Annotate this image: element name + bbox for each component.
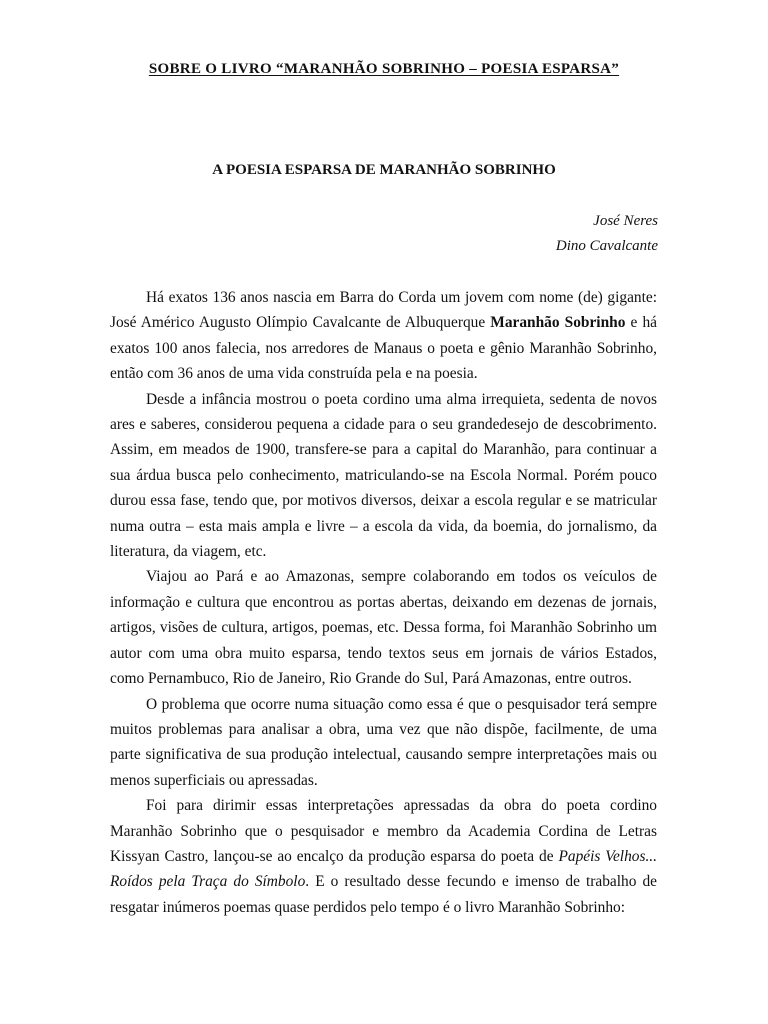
article-body xyxy=(110,285,657,920)
header-title-text: SOBRE O LIVRO “MARANHÃO SOBRINHO – POESIA ESPARSA” xyxy=(148,61,620,77)
paragraph-text: . E o resultado desse fecundo e imenso de trabalho de resgatar inúmeros poemas quase perdidos pelo tempo é o livro Maranhão Sobrinho: xyxy=(110,873,657,916)
italic-book-title: Papéis Velhos... Roídos pela Traça do Símbolo xyxy=(110,847,657,891)
paragraph xyxy=(110,285,657,387)
paragraph-text: e há exatos 100 anos falecia, nos arredores de Manaus o poeta e gênio Maranhão Sobrinho, então com 36 anos de uma vida construída pela e na poesia. xyxy=(110,314,657,383)
article-title: A POESIA ESPARSA DE MARANHÃO SOBRINHO xyxy=(212,162,556,178)
author-name: Dino Cavalcante xyxy=(555,238,658,254)
paragraph: O problema que ocorre numa situação como essa é que o pesquisador terá sempre muitos problemas para analisar a obra, uma vez que não dispõe, facilmente, de uma parte significativa de sua produção intelectual, causando sempre interpretações mais ou menos superficiais ou apressadas. xyxy=(110,695,657,789)
document-header-title xyxy=(0,59,768,79)
bold-name: Maranhão Sobrinho xyxy=(490,314,626,332)
paragraph: Viajou ao Pará e ao Amazonas, sempre colaborando em todos os veículos de informação e cultura que encontrou as portas abertas, deixando em dezenas de jornais, artigos, visões de cultura, artigos, poemas, etc. Dessa forma, foi Maranhão Sobrinho um autor com uma obra muito esparsa, tendo textos seus em jornais de vários Estados, como Pernambuco, Rio de Janeiro, Rio Grande do Sul, Pará Amazonas, entre outros. xyxy=(110,568,657,688)
paragraph-text: Foi para dirimir essas interpretações apressadas da obra do poeta cordino Maranhão Sobrinho que o pesquisador e membro da Academia Cordina de Letras Kissyan Castro, lançou-se ao encalço da produção esparsa do poeta de xyxy=(110,797,657,865)
paragraph-text: Há exatos 136 anos nascia em Barra do Corda um jovem com nome (de) gigante: José Américo Augusto Olímpio Cavalcante de Albuquerque xyxy=(110,289,657,332)
paragraph xyxy=(110,793,657,920)
author-name: José Neres xyxy=(593,213,658,229)
paragraph: Desde a infância mostrou o poeta cordino uma alma irrequieta, sedenta de novos ares e saberes, considerou pequena a cidade para o seu grandedesejo de descobrimento. Assim, em meados de 1900, transfere-se para a capital do Maranhão, para continuar a sua árdua busca pelo conhecimento, matriculando-se na Escola Normal. Porém pouco durou essa fase, tendo que, por motivos diversos, deixar a escola regular e se matricular numa outra – esta mais ampla e livre – a escola da vida, da boemia, do jornalismo, da literatura, da viagem, etc. xyxy=(110,390,657,561)
author-list xyxy=(556,209,658,259)
